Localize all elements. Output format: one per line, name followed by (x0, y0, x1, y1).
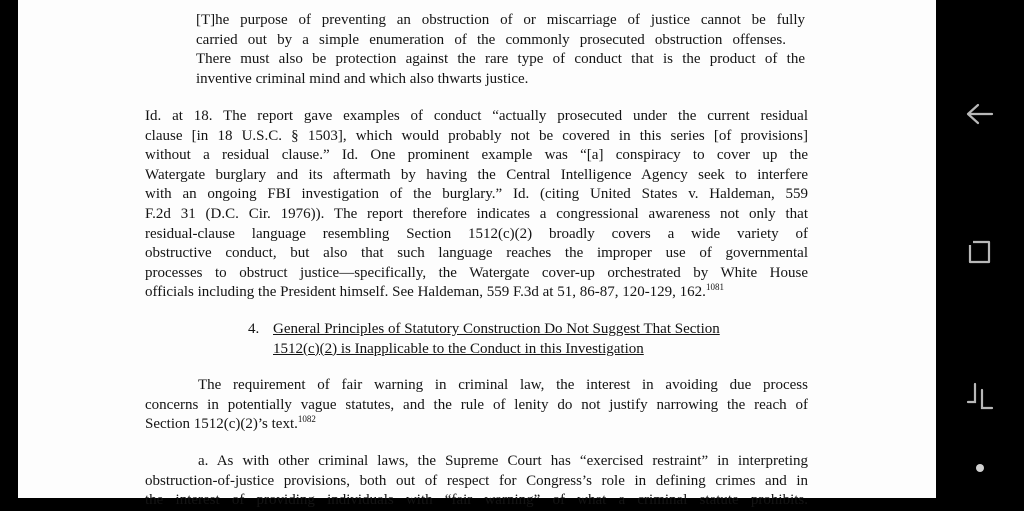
footnote-ref[interactable]: 1081 (705, 282, 724, 293)
paragraph-fair-warning (145, 376, 808, 435)
nav-dot[interactable] (958, 446, 1002, 490)
text-line: Id. at 18. The report gave examples of conduct “actually prosecuted under the current residual (145, 108, 808, 124)
text-line: a. As with other criminal laws, the Supreme Court has “exercised restraint” in interpreting (198, 453, 808, 469)
text-line: The requirement of fair warning in criminal law, the interest in avoiding due process (198, 377, 808, 393)
text-line: concerns in potentially vague statutes, and the rule of lenity do not justify narrowing the reach of (145, 396, 808, 413)
block-quote (196, 11, 805, 89)
text-line-body: officials including the President himself. See Haldeman, 559 F.3d at 51, 86-87, 120-129, 162. (145, 284, 706, 301)
text-line-body: Section 1512(c)(2)’s text. (145, 416, 298, 433)
navigation-bar (936, 0, 1024, 498)
heading-number: 4. (248, 321, 260, 337)
text-line (145, 283, 808, 303)
back-button[interactable] (958, 92, 1002, 136)
text-line (145, 415, 808, 435)
text-line: clause [in 18 U.S.C. § 1503], which would probably not be covered in this series [of provisions] (145, 127, 808, 144)
home-icon (958, 374, 1002, 418)
overview-button[interactable] (958, 230, 1002, 274)
recent-apps-button[interactable] (958, 374, 1002, 418)
text-line: obstruction-of-justice provisions, both out of respect for Congress’s role in defining crimes and in (145, 472, 808, 489)
quote-line: There must also be protection against the rare type of conduct that is the product of the (196, 51, 805, 68)
text-line: the interest of providing individuals with “fair warning” of what a criminal statute prohibits. (145, 492, 808, 509)
recents-icon (958, 230, 1002, 274)
text-line: Watergate burglary and its aftermath by having the Central Intelligence Agency seek to interfere (145, 166, 808, 183)
paragraph-restraint (145, 452, 808, 511)
text-line: with an ongoing FBI investigation of the burglary.” Id. (citing United States v. Haldeman, 559 (145, 186, 808, 203)
footnote-ref[interactable]: 1082 (297, 414, 316, 425)
quote-line: inventive criminal mind and which also thwarts justice. (196, 70, 529, 87)
back-icon (958, 92, 1002, 136)
text-line: obstructive conduct, but also that such language reaches the improper use of governmental (145, 245, 808, 262)
heading-line: General Principles of Statutory Construction Do Not Suggest That Section (273, 321, 720, 337)
quote-line: carried out by a simple enumeration of the commonly prosecuted obstruction offenses. (196, 31, 786, 48)
text-line: processes to obstruct justice—specifically, the Watergate cover-up orchestrated by White House (145, 264, 808, 281)
dot-icon (958, 446, 1002, 490)
text-line: without a residual clause.” Id. One prominent example was “[a] conspiracy to cover up the (145, 147, 808, 164)
text-line: residual-clause language resembling Section 1512(c)(2) broadly covers a wide variety of (145, 225, 808, 242)
section-heading (248, 320, 828, 359)
document-page[interactable] (18, 0, 936, 509)
quote-line: [T]he purpose of preventing an obstruction of or miscarriage of justice cannot be fully (196, 12, 805, 28)
paragraph-residual-clause (145, 107, 808, 303)
text-line: F.2d 31 (D.C. Cir. 1976)). The report therefore indicates a congressional awareness not only that (145, 205, 808, 222)
heading-line: 1512(c)(2) is Inapplicable to the Conduct in this Investigation (273, 340, 644, 357)
